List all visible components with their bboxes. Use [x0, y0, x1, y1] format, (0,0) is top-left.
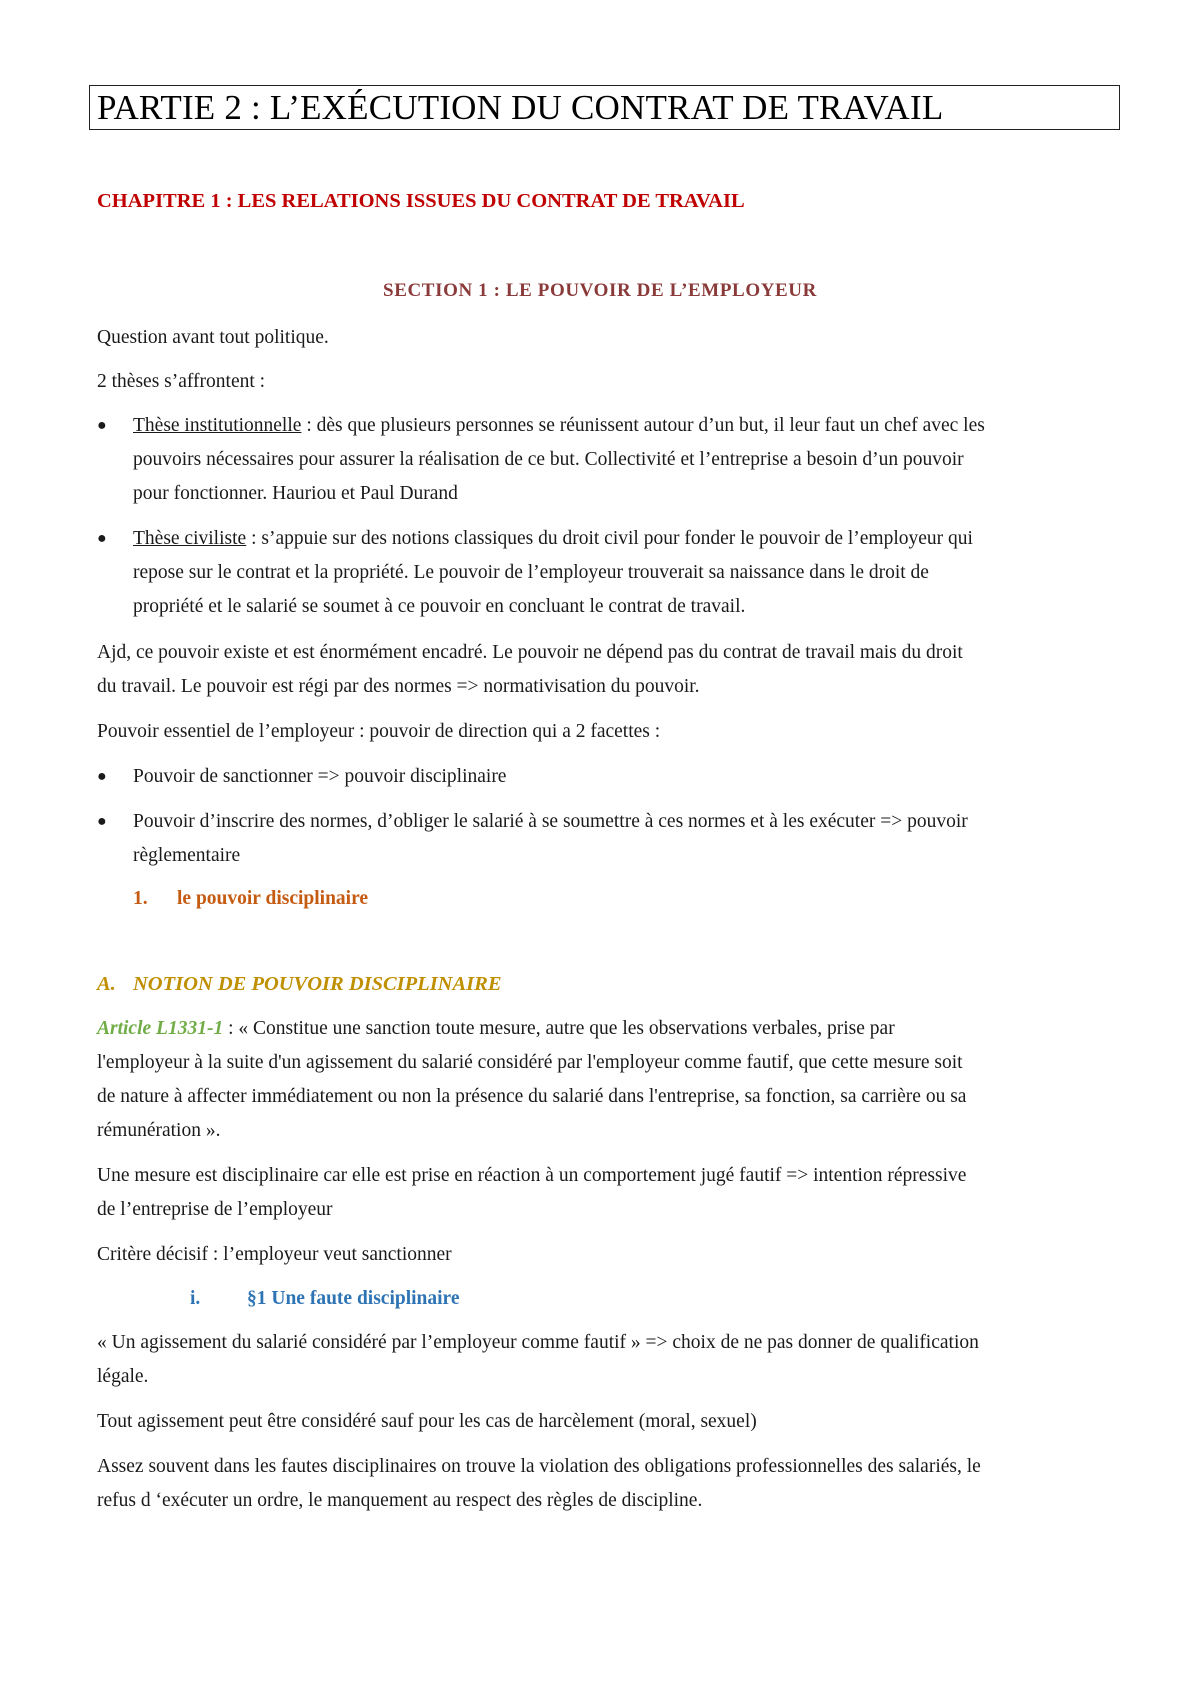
these-institutionnelle-label: Thèse institutionnelle [133, 415, 302, 436]
critere-decisif: Critère décisif : l’employeur veut sanctionner [97, 1244, 452, 1265]
facette-1: Pouvoir de sanctionner => pouvoir disciplinaire [133, 766, 507, 787]
mesure-line-2: de l’entreprise de l’employeur [97, 1199, 333, 1220]
article-reference: Article L1331-1 [97, 1018, 224, 1039]
section-title: SECTION 1 : LE POUVOIR DE L’EMPLOYEUR [383, 280, 817, 301]
facette-2-line-1: Pouvoir d’inscrire des normes, d’obliger le salarié à se soumettre à ces normes et à les exécuter => pouvoir [133, 811, 968, 832]
ajd-line-1: Ajd, ce pouvoir existe et est énormément encadré. Le pouvoir ne dépend pas du contrat de travail mais du droit [97, 642, 963, 663]
heading-notion-pouvoir-disciplinaire: A. NOTION DE POUVOIR DISCIPLINAIRE [97, 973, 502, 995]
heading-faute-disciplinaire: i. §1 Une faute disciplinaire [190, 1288, 460, 1309]
bullet-icon: ● [97, 813, 107, 830]
bullet-icon: ● [97, 417, 107, 434]
these-institutionnelle-line-3: pour fonctionner. Hauriou et Paul Durand [133, 483, 458, 504]
mesure-line-1: Une mesure est disciplinaire car elle est prise en réaction à un comportement jugé fautif => intention répressive [97, 1165, 967, 1186]
these-institutionnelle-line-1: Thèse institutionnelle : dès que plusieurs personnes se réunissent autour d’un but, il leur faut un chef avec les [133, 415, 985, 436]
intro-line-1: Question avant tout politique. [97, 327, 329, 348]
these-civiliste-line-2: repose sur le contrat et la propriété. Le pouvoir de l’employeur trouverait sa naissance dans le droit de [133, 562, 929, 583]
these-civiliste-line-3: propriété et le salarié se soumet à ce pouvoir en concluant le contrat de travail. [133, 596, 746, 617]
assez-souvent-line-2: refus d ‘exécuter un ordre, le manquement au respect des règles de discipline. [97, 1490, 703, 1511]
intro-line-2: 2 thèses s’affrontent : [97, 371, 266, 392]
chapter-title: CHAPITRE 1 : LES RELATIONS ISSUES DU CONTRAT DE TRAVAIL [97, 190, 745, 212]
agissement-line-2: légale. [97, 1366, 149, 1387]
these-civiliste-line-1: Thèse civiliste : s’appuie sur des notions classiques du droit civil pour fonder le pouvoir de l’employeur qui [133, 528, 973, 549]
pouvoir-essentiel: Pouvoir essentiel de l’employeur : pouvoir de direction qui a 2 facettes : [97, 721, 661, 742]
heading-pouvoir-disciplinaire: 1. le pouvoir disciplinaire [133, 888, 369, 909]
part-title: PARTIE 2 : L’EXÉCUTION DU CONTRAT DE TRAVAIL [97, 88, 944, 127]
agissement-line-1: « Un agissement du salarié considéré par l’employeur comme fautif » => choix de ne pas donner de qualification [97, 1332, 979, 1353]
article-line-1: Article L1331-1 : « Constitue une sanction toute mesure, autre que les observations verbales, prise par [97, 1018, 895, 1039]
article-line-3: de nature à affecter immédiatement ou non la présence du salarié dans l'entreprise, sa fonction, sa carrière ou sa [97, 1086, 967, 1107]
article-line-2: l'employeur à la suite d'un agissement du salarié considéré par l'employeur comme fautif, que cette mesure soit [97, 1052, 963, 1073]
bullet-icon: ● [97, 768, 107, 785]
these-institutionnelle-line-2: pouvoirs nécessaires pour assurer la réalisation de ce but. Collectivité et l’entreprise a besoin d’un pouvoir [133, 449, 964, 470]
facette-2-line-2: règlementaire [133, 845, 241, 866]
these-civiliste-label: Thèse civiliste [133, 528, 247, 549]
tout-agissement: Tout agissement peut être considéré sauf pour les cas de harcèlement (moral, sexuel) [97, 1411, 757, 1432]
bullet-icon: ● [97, 530, 107, 547]
ajd-line-2: du travail. Le pouvoir est régi par des normes => normativisation du pouvoir. [97, 676, 700, 697]
assez-souvent-line-1: Assez souvent dans les fautes disciplinaires on trouve la violation des obligations professionnelles des salariés, le [97, 1456, 981, 1477]
article-line-4: rémunération ». [97, 1120, 221, 1141]
